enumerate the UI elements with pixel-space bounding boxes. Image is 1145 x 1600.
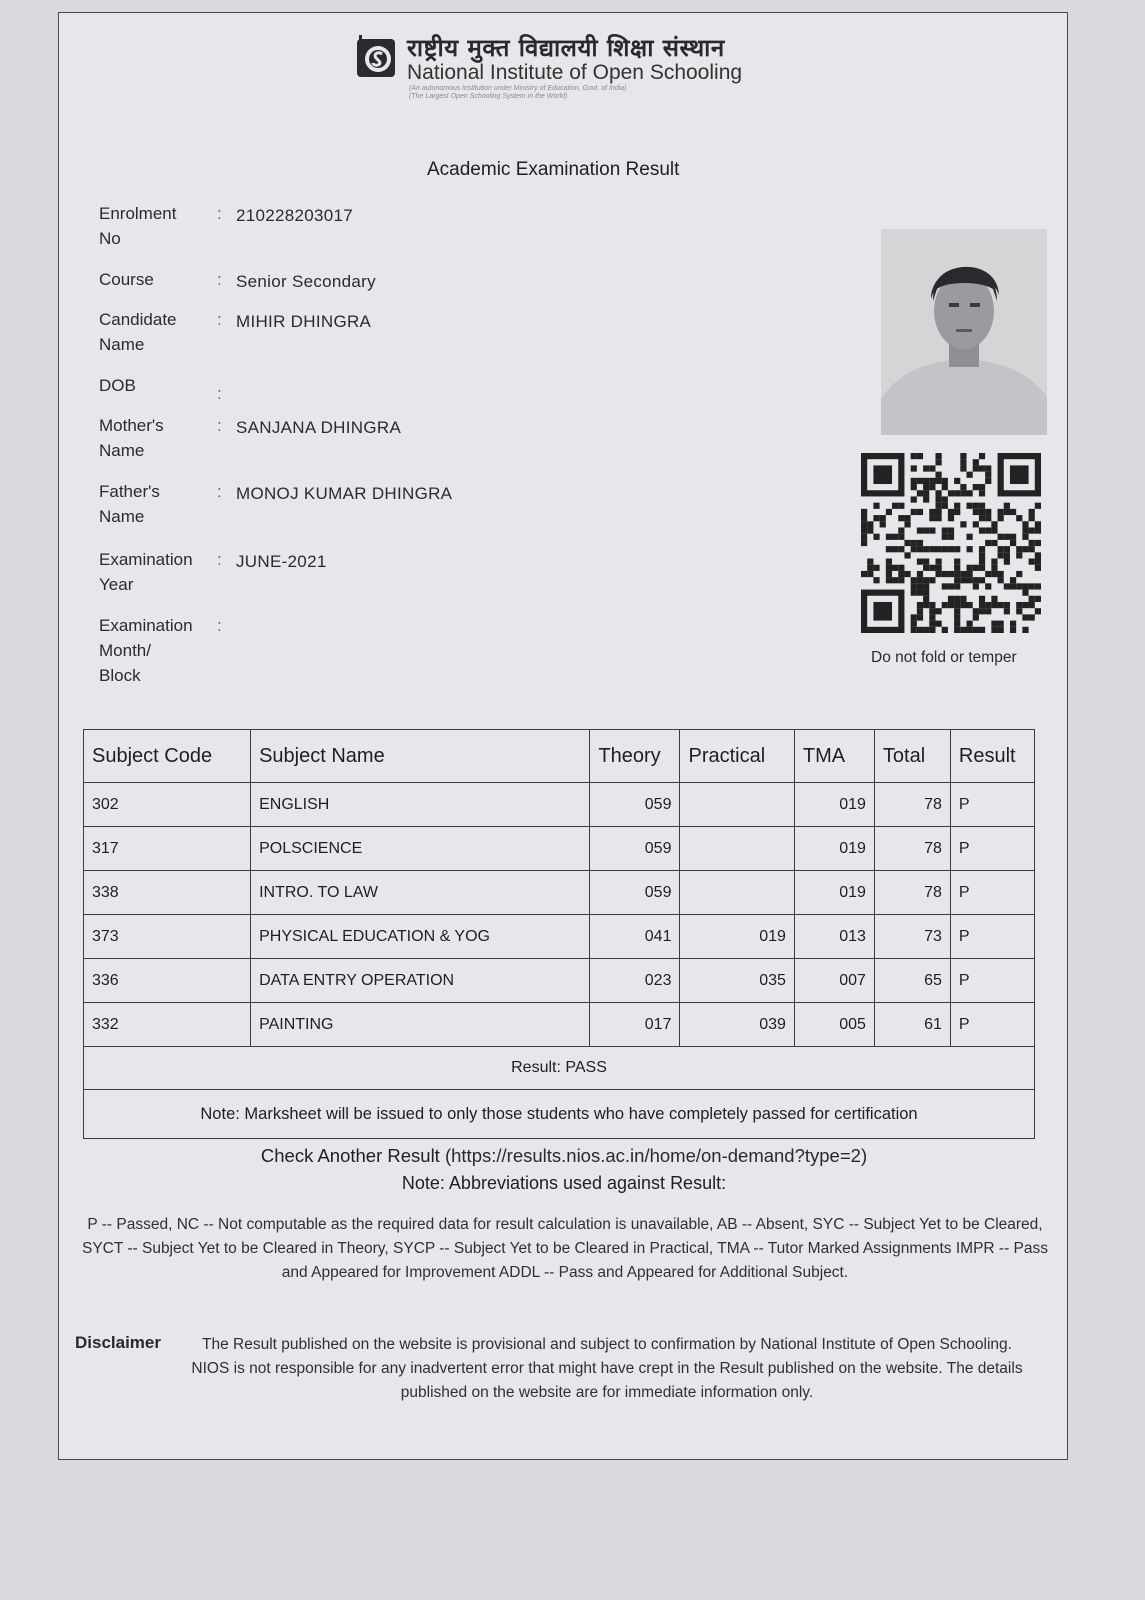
table-row [84, 871, 1035, 915]
document-title: Academic Examination Result [427, 159, 680, 180]
dob-label: DOB [99, 376, 136, 395]
practical-cell [680, 783, 794, 827]
tma-cell: 019 [794, 827, 874, 871]
result-sheet: राष्ट्रीय मुक्त विद्यालयी शिक्षा संस्थान National Institute of Open Schooling (An autonomous institution under Ministry of Education, Govt. of India) (The Largest Open Schooling System in the World) Academic Examination Result Enrolment No : 210228203017 Course : Senior Secondary Candidate Name : MIHIR DHINGRA DOB : Mother's Name : SANJANA DHINGRA Father's Name : MONOJ KUMAR DHINGRA Examination Year : JUNE-2021 Examination Month/ Block : Do not fold or temper Subject Code Subject Name Theory Practical TMA Total Result 302 ENGLISH 059 019 78 P 317 POLSCIENCE 059 019 78 P 338 INTRO. TO LAW 059 019 78 P 373 PHYSICAL EDUCATION & YOG 041 019 013 73 P 336 DATA ENTRY OPERATION 023 035 007 65 P 332 PAINTING 017 039 005 61 P Result: PASS Note: Marksheet will be issued to only those students who have completely passed for certification Check Another Result (https://results.nios.ac.in/home/on-demand?type=2) Note: Abbreviations used against Result: P -- Passed, NC -- Not computable as the required data for result calculation is unavailable, AB -- Absent, SYC -- Subject Yet to be Cleared, SYCT -- Subject Yet to be Cleared in Theory, SYCP -- Subject Yet to be Cleared in Practical, TMA -- Tutor Marked Assignments IMPR -- Pass and Appeared for Improvement ADDL -- Pass and Appeared for Additional Subject. Disclaimer The Result published on the website is provisional and subject to confirmation by National Institute of Open Schooling. NIOS is not responsible for any inadvertent error that might have crept in the Result published on the website. The details published on the website are for immediate information only. [58, 12, 1068, 1460]
theory-cell: 059 [590, 783, 680, 827]
abbreviations-text: P -- Passed, NC -- Not computable as the required data for result calculation is unavailable, AB -- Absent, SYC -- Subject Yet to be Cleared, SYCT -- Subject Yet to be Cleared in Theory, SYCP -- Subject Yet to be Cleared in Practical, TMA -- Tutor Marked Assignments IMPR -- Pass and Appeared for Improvement ADDL -- Pass and Appeared for Additional Subject. [81, 1216, 1049, 1281]
enrolment-label: Enrolment No [99, 204, 177, 248]
exam-year-label: Examination Year [99, 550, 193, 594]
subject-code-cell: 302 [84, 783, 251, 827]
total-cell: 78 [874, 871, 950, 915]
abbreviations-title: Note: Abbreviations used against Result: [401, 1173, 727, 1193]
table-row [84, 783, 1035, 827]
total-cell: 78 [874, 783, 950, 827]
total-cell: 65 [874, 959, 950, 1003]
col-total: Total [874, 730, 950, 783]
result-cell: P [950, 959, 1034, 1003]
marksheet-note-row [84, 1090, 1035, 1139]
mother-value: SANJANA DHINGRA [236, 418, 402, 437]
total-cell: 61 [874, 1003, 950, 1047]
marksheet-note: Note: Marksheet will be issued to only those students who have completely passed for certification [84, 1090, 1035, 1139]
practical-cell: 019 [680, 915, 794, 959]
table-row [84, 915, 1035, 959]
table-row [84, 827, 1035, 871]
theory-cell: 059 [590, 827, 680, 871]
tma-cell: 019 [794, 783, 874, 827]
result-cell: P [950, 827, 1034, 871]
result-table [83, 729, 1035, 1139]
practical-cell [680, 871, 794, 915]
col-subject-code: Subject Code [84, 730, 251, 783]
overall-result: Result: PASS [84, 1047, 1035, 1090]
practical-cell: 035 [680, 959, 794, 1003]
result-cell: P [950, 1003, 1034, 1047]
institute-name-hindi: राष्ट्रीय मुक्त विद्यालयी शिक्षा संस्थान [407, 34, 725, 62]
check-another-link[interactable]: (https://results.nios.ac.in/home/on-demand?type=2) [444, 1145, 868, 1166]
course-value: Senior Secondary [236, 272, 376, 291]
tma-cell: 019 [794, 871, 874, 915]
tma-cell: 007 [794, 959, 874, 1003]
enrolment-value: 210228203017 [236, 206, 354, 225]
candidate-photo [881, 229, 1047, 435]
table-row [84, 1003, 1035, 1047]
subject-code-cell: 317 [84, 827, 251, 871]
col-theory: Theory [590, 730, 680, 783]
course-label: Course [99, 270, 154, 289]
result-cell: P [950, 783, 1034, 827]
theory-cell: 059 [590, 871, 680, 915]
exam-year-value: JUNE-2021 [236, 552, 327, 571]
mother-label: Mother's Name [99, 416, 164, 460]
check-another-label: Check Another Result [260, 1145, 440, 1166]
total-cell: 73 [874, 915, 950, 959]
check-another-result [59, 1145, 1069, 1167]
subject-name-cell: DATA ENTRY OPERATION [251, 959, 590, 1003]
overall-result-row [84, 1047, 1035, 1090]
father-value: MONOJ KUMAR DHINGRA [236, 484, 453, 503]
subject-code-cell: 338 [84, 871, 251, 915]
exam-month-label: Examination Month/ Block [99, 616, 193, 685]
subject-name-cell: POLSCIENCE [251, 827, 590, 871]
col-practical: Practical [680, 730, 794, 783]
subject-code-cell: 332 [84, 1003, 251, 1047]
disclaimer-label: Disclaimer [75, 1333, 161, 1352]
father-label: Father's Name [99, 482, 160, 526]
tma-cell: 005 [794, 1003, 874, 1047]
table-row [84, 959, 1035, 1003]
theory-cell: 041 [590, 915, 680, 959]
disclaimer-text: The Result published on the website is provisional and subject to confirmation by National Institute of Open Schooling. NIOS is not responsible for any inadvertent error that might have crept in the Result published on the website. The details published on the website are for immediate information only. [191, 1336, 1023, 1401]
result-cell: P [950, 915, 1034, 959]
theory-cell: 017 [590, 1003, 680, 1047]
tma-cell: 013 [794, 915, 874, 959]
subject-code-cell: 373 [84, 915, 251, 959]
subject-name-cell: PHYSICAL EDUCATION & YOG [251, 915, 590, 959]
subject-name-cell: INTRO. TO LAW [251, 871, 590, 915]
subject-name-cell: PAINTING [251, 1003, 590, 1047]
institute-tagline-2: (The Largest Open Schooling System in the World) [409, 93, 568, 100]
total-cell: 78 [874, 827, 950, 871]
result-cell: P [950, 871, 1034, 915]
col-tma: TMA [794, 730, 874, 783]
theory-cell: 023 [590, 959, 680, 1003]
col-subject-name: Subject Name [251, 730, 590, 783]
practical-cell [680, 827, 794, 871]
institute-tagline: (An autonomous institution under Ministry of Education, Govt. of India) [409, 85, 627, 92]
practical-cell: 039 [680, 1003, 794, 1047]
subject-name-cell: ENGLISH [251, 783, 590, 827]
nios-logo-icon [355, 35, 399, 79]
candidate-label: Candidate Name [99, 310, 177, 354]
qr-note: Do not fold or temper [871, 649, 1017, 666]
subject-code-cell: 336 [84, 959, 251, 1003]
col-result: Result [950, 730, 1034, 783]
institute-name-english: National Institute of Open Schooling [407, 61, 743, 84]
qr-code [861, 453, 1041, 633]
table-header-row [84, 730, 1035, 783]
candidate-value: MIHIR DHINGRA [236, 312, 372, 331]
